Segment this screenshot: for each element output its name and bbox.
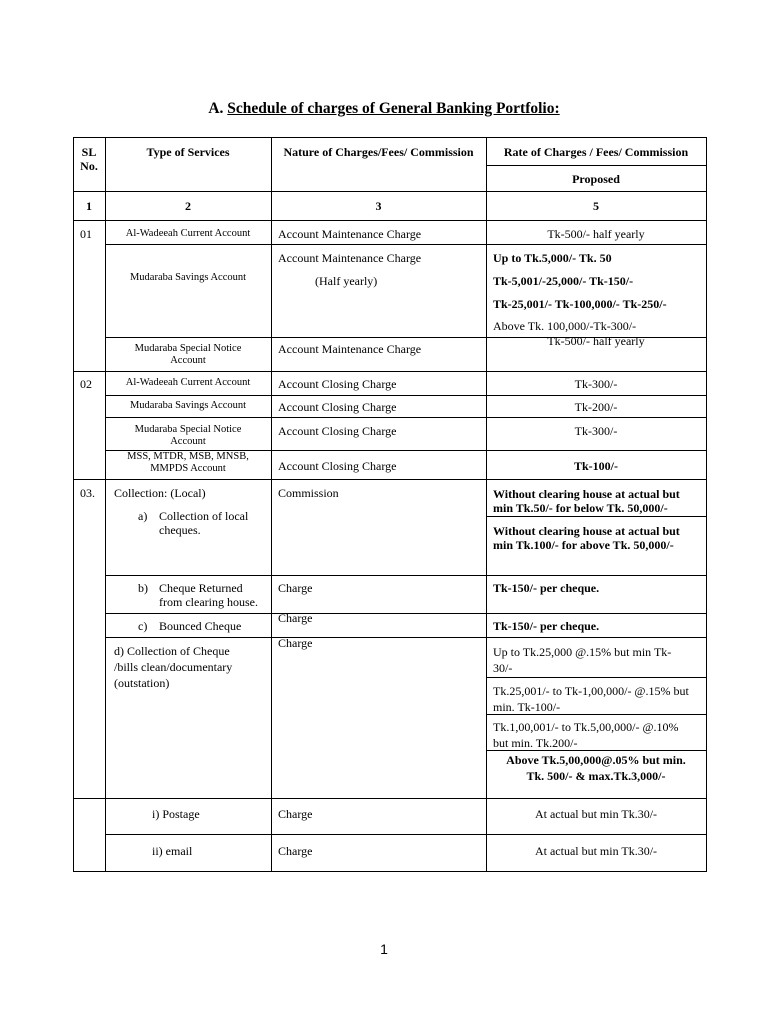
charge-rate: Tk-300/- <box>574 377 618 391</box>
charge-nature-note: (Half yearly) <box>315 274 378 288</box>
sl-03: 03. <box>80 486 95 500</box>
charge-nature: Charge <box>278 581 313 595</box>
charge-rate: Up to Tk.25,000 @.15% but min Tk- 30/- <box>493 645 672 675</box>
charge-nature: Commission <box>278 486 339 500</box>
charge-rate: Tk.1,00,001/- to Tk.5,00,000/- @.10% but min. Tk.200/- <box>493 720 679 750</box>
page-number: 1 <box>380 941 388 957</box>
item-label-b: b) <box>138 581 148 595</box>
service-type: ii) email <box>152 844 193 858</box>
service-type: Mudaraba Special Notice Account <box>134 424 242 447</box>
charge-rate: Above Tk. 100,000/-Tk-300/- <box>493 319 637 333</box>
charge-rate: Tk-200/- <box>574 400 618 414</box>
charge-nature: Account Closing Charge <box>278 377 397 391</box>
charge-nature: Charge <box>278 636 313 650</box>
service-type: Bounced Cheque <box>159 619 242 633</box>
service-type: i) Postage <box>152 807 200 821</box>
charge-nature: Account Closing Charge <box>278 400 397 414</box>
charge-rate: At actual but min Tk.30/- <box>534 807 658 821</box>
charge-rate: Tk-300/- <box>574 424 618 438</box>
charge-nature: Charge <box>278 807 313 821</box>
charge-nature: Charge <box>278 844 313 858</box>
service-type: MSS, MTDR, MSB, MNSB, MMPDS Account <box>127 451 249 474</box>
charge-rate: Tk-150/- per cheque. <box>493 581 600 595</box>
service-type: Collection of local cheques. <box>159 509 249 537</box>
service-type: Mudaraba Savings Account <box>129 272 247 283</box>
service-type: Al-Wadeeah Current Account <box>125 377 251 388</box>
header-proposed: Proposed <box>572 172 620 186</box>
item-label-c: c) <box>138 619 148 633</box>
charge-nature: Account Closing Charge <box>278 459 397 473</box>
charge-rate: Without clearing house at actual but min Tk.50/- for below Tk. 50,000/- <box>493 487 680 515</box>
header-sl: SL No. <box>80 145 98 173</box>
header-nature: Nature of Charges/Fees/ Commission <box>283 145 474 159</box>
charge-rate: Tk-150/- per cheque. <box>493 619 600 633</box>
service-type: d) Collection of Cheque /bills clean/documentary (outstation) <box>114 644 233 690</box>
header-rate: Rate of Charges / Fees/ Commission <box>503 145 689 159</box>
service-type: Al-Wadeeah Current Account <box>125 228 251 239</box>
service-type: Mudaraba Special Notice Account <box>134 343 242 366</box>
charge-rate: Up to Tk.5,000/- Tk. 50 <box>493 251 612 265</box>
charge-rate: Tk-500/- half yearly <box>547 227 645 241</box>
charge-rate: Tk-500/- half yearly <box>547 334 645 348</box>
page-title <box>0 100 768 118</box>
charge-rate: Above Tk.5,00,000@.05% but min. Tk. 500/- & max.Tk.3,000/- <box>506 753 686 783</box>
service-type: Cheque Returned from clearing house. <box>159 581 258 609</box>
col-number-2: 2 <box>185 199 191 213</box>
charge-nature: Account Maintenance Charge <box>278 342 422 356</box>
header-type: Type of Services <box>146 145 230 159</box>
title-prefix: A. <box>208 100 228 117</box>
sl-01: 01 <box>80 227 92 241</box>
charge-rate: At actual but min Tk.30/- <box>534 844 658 858</box>
charge-rate: Tk-5,001/-25,000/- Tk-150/- <box>493 274 634 288</box>
title-main: Schedule of charges of General Banking Portfolio: <box>227 100 560 117</box>
charge-rate: Tk-25,001/- Tk-100,000/- Tk-250/- <box>493 297 667 311</box>
charge-rate: Without clearing house at actual but min Tk.100/- for above Tk. 50,000/- <box>493 524 680 552</box>
collection-heading: Collection: (Local) <box>114 486 206 500</box>
col-number-5: 5 <box>593 199 599 213</box>
charge-nature: Charge <box>278 611 313 625</box>
col-number-1: 1 <box>86 199 92 213</box>
col-number-3: 3 <box>375 199 382 213</box>
charge-nature: Account Closing Charge <box>278 424 397 438</box>
charge-nature: Account Maintenance Charge <box>278 251 422 265</box>
service-type: Mudaraba Savings Account <box>129 400 247 411</box>
charge-rate: Tk-100/- <box>573 459 618 473</box>
sl-02: 02 <box>80 377 92 391</box>
charge-nature: Account Maintenance Charge <box>278 227 422 241</box>
charge-rate: Tk.25,001/- to Tk-1,00,000/- @.15% but min. Tk-100/- <box>493 684 689 714</box>
item-label-a: a) <box>138 509 148 523</box>
